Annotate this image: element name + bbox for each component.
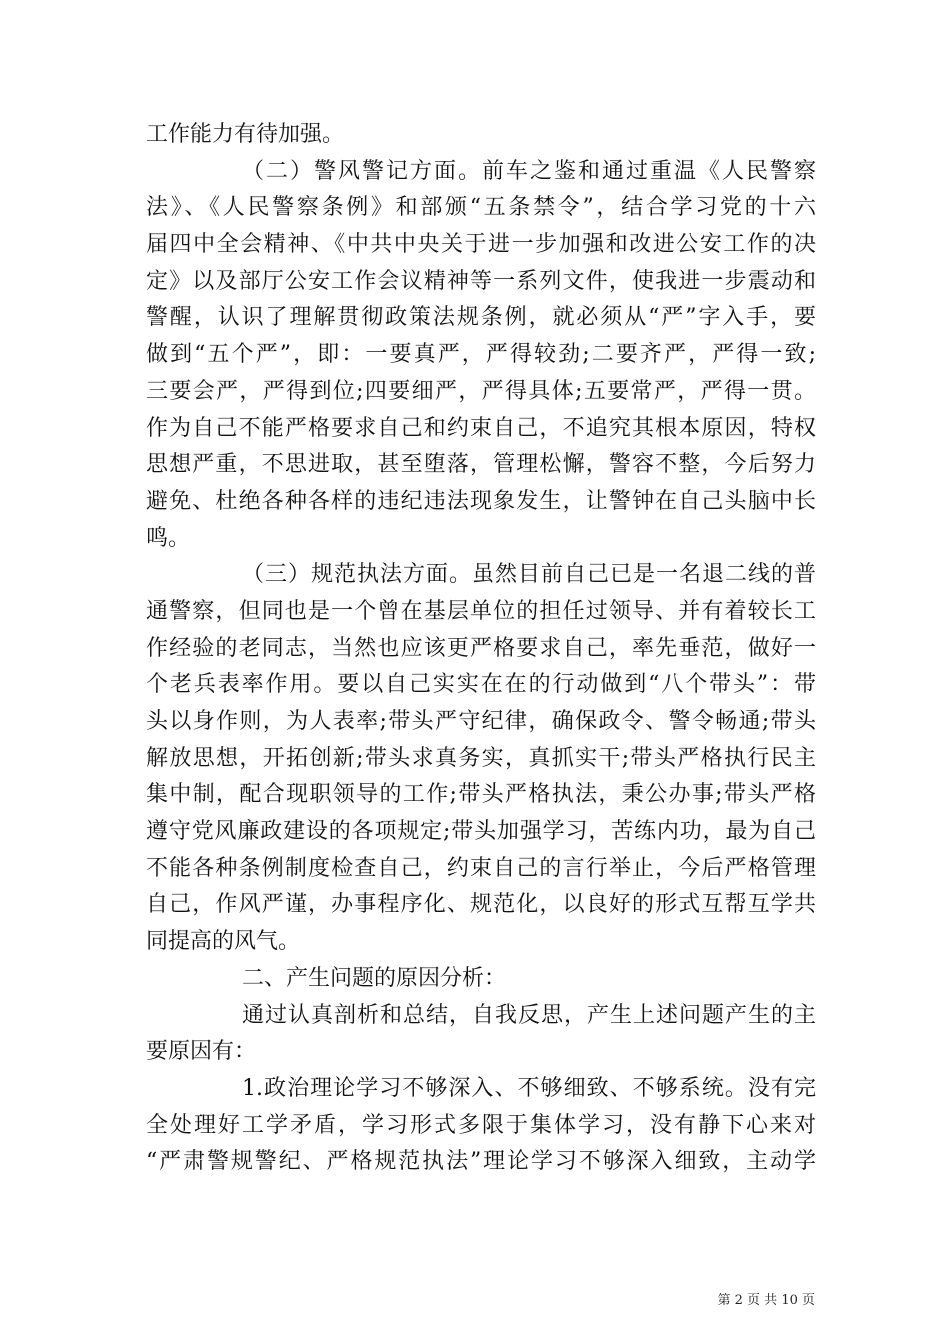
text-line: 避免、杜绝各种各样的违纪违法现象发生，让警钟在自己头脑中长 <box>146 488 816 514</box>
text-line: 解放思想，开拓创新;带头求真务实，真抓实干;带头严格执行民主 <box>146 745 816 771</box>
text-line: 届四中全会精神、《中共中央关于进一步加强和改进公安工作的决 <box>146 232 816 258</box>
text-line: 工作能力有待加强。 <box>146 122 345 147</box>
text-line: 作为自己不能严格要求自己和约束自己，不追究其根本原因，特权 <box>146 415 816 441</box>
text-line: 三要会严，严得到位;四要细严，严得具体;五要常严，严得一贯。 <box>146 378 816 404</box>
text-line: “严肃警规警纪、严格规范执法”理论学习不够深入细致，主动学 <box>146 1149 816 1175</box>
text-line: 鸣。 <box>146 525 191 551</box>
text-line: 做到“五个严”，即：一要真严，严得较劲;二要齐严，严得一致; <box>146 342 816 368</box>
text-line: 作经验的老同志，当然也应该更严格要求自己，率先垂范，做好一 <box>146 635 816 661</box>
text-line: 要原因有： <box>146 1039 257 1065</box>
text-line: 头以身作则，为人表率;带头严守纪律，确保政令、警令畅通;带头 <box>146 709 816 734</box>
text-line: 集中制，配合现职领导的工作;带头严格执法，秉公办事;带头严格 <box>146 782 816 808</box>
text-line: 通过认真剖析和总结，自我反思，产生上述问题产生的主 <box>242 1002 816 1028</box>
text-line: 警醒，认识了理解贯彻政策法规条例，就必须从“严”字入手，要 <box>146 305 816 331</box>
text-line: 全处理好工学矛盾，学习形式多限于集体学习，没有静下心来对 <box>146 1112 816 1138</box>
text-line: 不能各种条例制度检查自己，约束自己的言行举止，今后严格管理 <box>146 855 816 881</box>
text-line: 1.政治理论学习不够深入、不够细致、不够系统。没有完 <box>242 1075 816 1101</box>
text-line: 法》、《人民警察条例》和部颁“五条禁令”，结合学习党的十六 <box>146 195 816 221</box>
text-line: 遵守党风廉政建设的各项规定;带头加强学习，苦练内功，最为自己 <box>146 819 816 845</box>
text-line: 定》以及部厅公安工作会议精神等一系列文件，使我进一步震动和 <box>146 268 816 294</box>
text-line: 个老兵表率作用。要以自己实实在在的行动做到“八个带头”：带 <box>146 672 816 698</box>
text-line: 通警察，但同也是一个曾在基层单位的担任过领导、并有着较长工 <box>146 598 816 624</box>
page-number-footer: 第 2 页 共 10 页 <box>717 1293 815 1308</box>
text-line: 自己，作风严谨，办事程序化、规范化，以良好的形式互帮互学共 <box>146 892 816 918</box>
section-heading: 二、产生问题的原因分析： <box>242 965 507 991</box>
text-line: （三）规范执法方面。虽然目前自己已是一名退二线的普 <box>242 562 816 588</box>
text-line: 同提高的风气。 <box>146 929 301 955</box>
body-text <box>146 117 816 1181</box>
text-line: 思想严重，不思进取，甚至堕落，管理松懈，警容不整，今后努力 <box>146 452 816 478</box>
text-line: （二）警风警记方面。前车之鉴和通过重温《人民警察 <box>242 158 816 184</box>
